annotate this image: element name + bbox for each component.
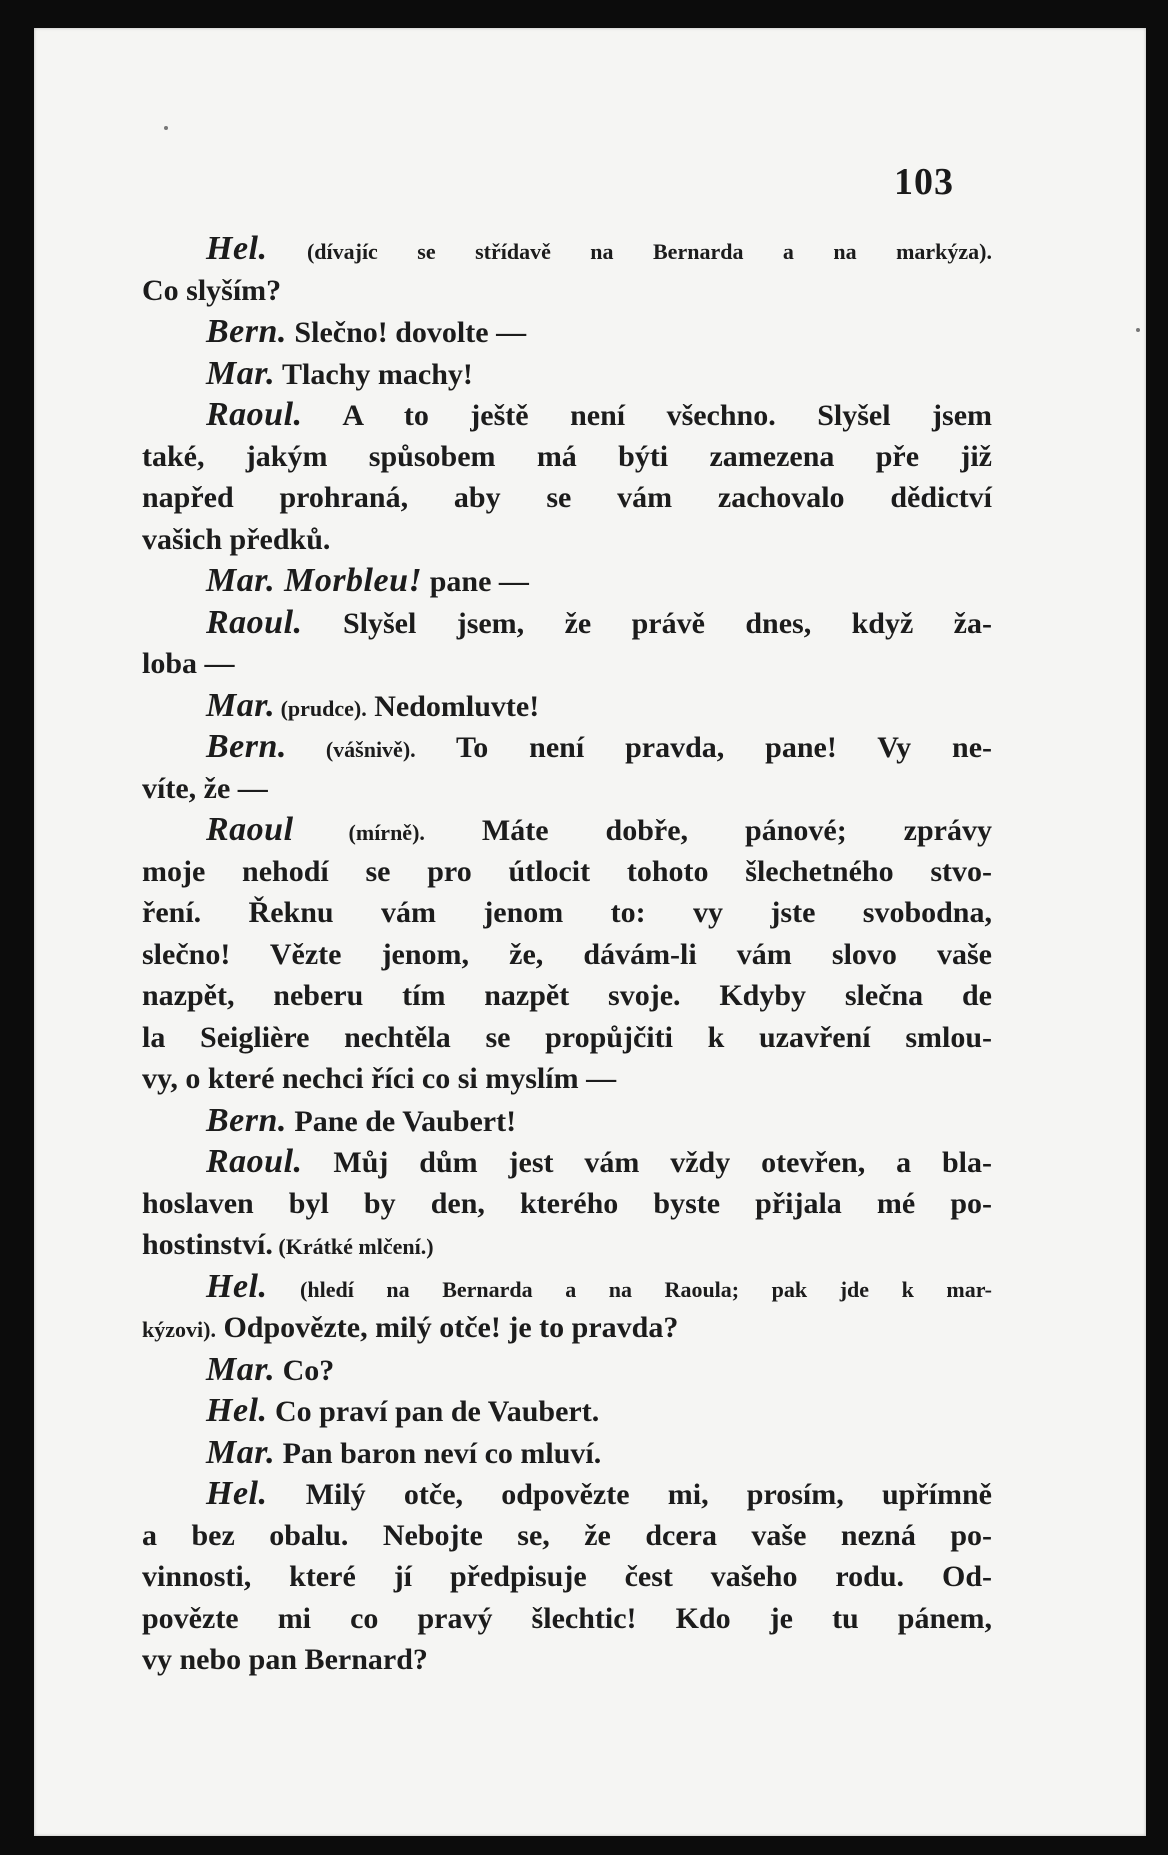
dialogue-text: a bez obalu. Nebojte se, že dcera vaše nezná po- [142, 1518, 992, 1552]
text-line [142, 851, 992, 893]
text-line [142, 1224, 992, 1266]
speaker-name: Hel. [206, 1267, 268, 1305]
stage-direction: (prudce). [275, 695, 367, 721]
text-line [142, 1266, 992, 1308]
text-line [142, 934, 992, 976]
text-line [142, 685, 992, 727]
speaker-name: Hel. [206, 1392, 268, 1429]
dialogue-text: Můj dům jest vám vždy otevřen, a bla- [302, 1146, 992, 1179]
text-line [142, 311, 992, 353]
text-line [142, 1639, 992, 1681]
text-line [142, 1017, 992, 1059]
text-line [142, 1307, 992, 1349]
text-line [142, 975, 992, 1017]
stage-direction: (vášnivě). [286, 737, 416, 762]
text-line [142, 436, 992, 478]
dialogue-text: vy nebo pan Bernard? [142, 1643, 428, 1676]
dialogue-text: Tlachy machy! [275, 357, 473, 391]
text-line [142, 643, 992, 685]
dialogue-text: slečno! Vězte jenom, že, dávám-li vám slovo vaše [142, 937, 992, 971]
dialogue-text: Slyšel jsem, že právě dnes, když ža- [302, 606, 992, 640]
dialogue-text: pane — [422, 565, 529, 598]
text-line [142, 1141, 992, 1183]
text-line [142, 1183, 992, 1225]
text-line [142, 1058, 992, 1100]
text-line [142, 477, 992, 519]
speaker-name: Bern. [206, 1101, 287, 1139]
book-page [34, 28, 1146, 1836]
dialogue-text: povězte mi co pravý šlechtic! Kdo je tu pánem, [142, 1601, 992, 1635]
speaker-name: Bern. [206, 313, 287, 350]
speaker-name: Hel. [206, 230, 268, 267]
speaker-name: Raoul. [206, 396, 303, 433]
dialogue-text: Co slyším? [142, 273, 282, 307]
speaker-name: Mar. [206, 354, 276, 392]
text-line [142, 768, 992, 810]
dust-speck [164, 126, 168, 130]
dialogue-text: vinnosti, které jí předpisuje čest vašeho rodu. Od- [142, 1560, 992, 1593]
stage-direction: (mírně). [293, 820, 425, 845]
dialogue-text: hoslaven byl by den, kterého byste přijala mé po- [142, 1186, 992, 1220]
dialogue-text: nazpět, neberu tím nazpět svoje. Kdyby slečna de [142, 979, 992, 1012]
dialogue-text: loba — [142, 647, 235, 680]
speaker-name: Mar. [206, 1350, 276, 1388]
dialogue-text: Slečno! dovolte — [286, 316, 527, 349]
text-line [142, 1100, 992, 1142]
speaker-name: Raoul [206, 811, 294, 848]
dialogue-text: hostinství. [142, 1228, 273, 1261]
dialogue-text: A to ještě není všechno. Slyšel jsem [302, 399, 992, 432]
text-line [142, 1349, 992, 1391]
dialogue-text: Co? [275, 1353, 335, 1387]
dialogue-text: také, jakým spůsobem má býti zamezena pře již [142, 439, 992, 473]
text-line [142, 353, 992, 395]
text-line [142, 394, 992, 436]
dialogue-text: Nedomluvte! [366, 689, 540, 723]
dialogue-text: vašich předků. [142, 522, 331, 556]
text-line [142, 228, 992, 270]
dialogue-text: ření. Řeknu vám jenom to: vy jste svobodna, [142, 896, 992, 929]
dialogue-text: Co praví pan de Vaubert. [267, 1395, 600, 1428]
dialogue-text: Máte dobře, pánové; zprávy [424, 814, 992, 847]
text-line [142, 1432, 992, 1474]
dust-speck [1136, 328, 1140, 332]
page-number: 103 [894, 161, 954, 203]
dialogue-text: To není pravda, pane! Vy ne- [415, 731, 993, 764]
text-line [142, 1390, 992, 1432]
speaker-name: Morbleu! [275, 562, 423, 599]
dialogue-text: napřed prohraná, aby se vám zachovalo dědictví [142, 481, 992, 514]
stage-direction: (Krátké mlčení.) [272, 1234, 434, 1259]
speaker-name: Raoul. [206, 603, 303, 641]
speaker-name: Mar. [206, 1433, 276, 1471]
text-line [142, 519, 992, 561]
speaker-name: Raoul. [206, 1143, 303, 1180]
dialogue-text: víte, že — [142, 771, 268, 805]
text-line [142, 1515, 992, 1557]
dialogue-text: moje nehodí se pro útlocit tohoto šlechetného stvo- [142, 854, 992, 888]
stage-direction: (dívajíc se střídavě na Bernarda a na markýza). [267, 239, 992, 264]
text-line [142, 602, 992, 644]
speaker-name: Hel. [206, 1475, 268, 1512]
speaker-name: Bern. [206, 728, 287, 765]
dialogue-text: Pan baron neví co mluví. [275, 1436, 602, 1470]
text-line [142, 726, 992, 768]
text-line [142, 560, 992, 602]
dialogue-text: la Seiglière nechtěla se propůjčiti k uzavření smlou- [142, 1020, 992, 1054]
stage-direction: kýzovi). [142, 1317, 216, 1342]
dialogue-text: Pane de Vaubert! [286, 1104, 517, 1138]
text-line [142, 892, 992, 934]
text-line [142, 1556, 992, 1598]
text-line [142, 1473, 992, 1515]
text-line [142, 1598, 992, 1640]
dialogue-text: Odpovězte, milý otče! je to pravda? [215, 1311, 679, 1344]
dialogue-text: vy, o které nechci říci co si myslím — [142, 1062, 617, 1095]
text-line [142, 809, 992, 851]
text-line [142, 270, 992, 312]
speaker-name: Mar. [206, 562, 276, 599]
stage-direction: (hledí na Bernarda a na Raoula; pak jde k mar- [267, 1276, 992, 1302]
dialogue-text: Milý otče, odpovězte mi, prosím, upřímně [267, 1478, 992, 1511]
speaker-name: Mar. [206, 686, 276, 724]
play-text [142, 228, 992, 1681]
